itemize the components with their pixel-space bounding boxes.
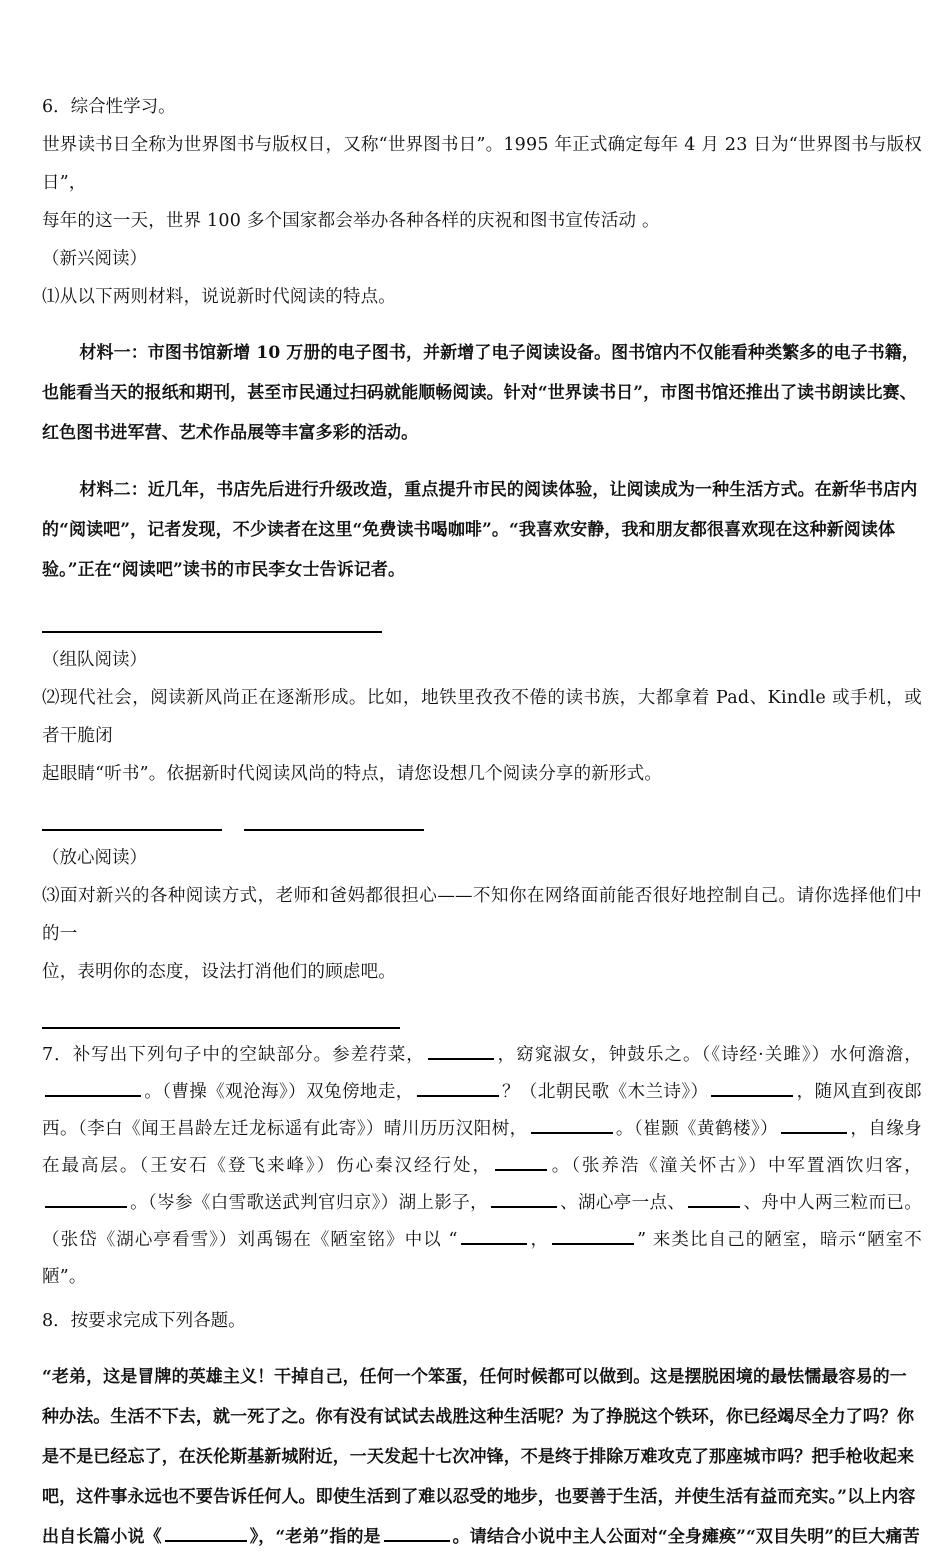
q6-section-2-label: （组队阅读） bbox=[42, 650, 147, 670]
q7-text-7: 。（崔颢《黄鹤楼》） bbox=[615, 1119, 779, 1139]
q6-section-2-prompt-line-1: ⑵现代社会，阅读新风尚正在逐渐形成。比如，地铁里孜孜不倦的读书族，大都拿着 Pad、Kindle 或手机，或者干脆闭 bbox=[42, 688, 922, 746]
q7-text-8: ，自缘身在最高层。（王 bbox=[42, 1119, 923, 1176]
q7-text-17: ” 来类比自己的陋室，暗示“陋室不陋”。 bbox=[42, 1230, 923, 1287]
q7-blank-11[interactable] bbox=[461, 1226, 527, 1245]
question-7-body bbox=[42, 1037, 922, 1296]
answer-rule[interactable] bbox=[244, 829, 424, 831]
q7-blank-9[interactable] bbox=[491, 1189, 557, 1208]
q7-blank-5[interactable] bbox=[531, 1115, 613, 1134]
q6-answer-area-3[interactable] bbox=[42, 1003, 922, 1029]
answer-rule[interactable] bbox=[42, 829, 222, 831]
q8-excerpt bbox=[42, 1357, 922, 1557]
q8-blank-novel-title[interactable] bbox=[165, 1524, 247, 1542]
page-content bbox=[42, 88, 922, 1557]
answer-rule[interactable] bbox=[42, 1027, 400, 1029]
q7-text-12: 武判官归京》）湖上影子， bbox=[282, 1193, 488, 1213]
q6-section-3-prompt-line-1: ⑶面对新兴的各种阅读方式，老师和爸妈都很担心——不知你在网络面前能否很好地控制自己。请你选择他们中的一 bbox=[42, 886, 922, 944]
q7-blank-12[interactable] bbox=[552, 1226, 634, 1245]
q7-blank-3[interactable] bbox=[417, 1078, 499, 1097]
q7-text-9: 安石《登飞来峰》）伤心秦汉经行处， bbox=[169, 1156, 492, 1176]
q7-blank-1[interactable] bbox=[428, 1041, 494, 1060]
q6-section-3-label: （放心阅读） bbox=[42, 848, 147, 868]
q7-text-10: 。（张养浩《潼关怀古》）中军置酒饮归客， bbox=[549, 1156, 922, 1176]
q7-text-2: ，窈窕淑女，钟鼓乐之。（《诗经·关雎》）水何澹澹， bbox=[496, 1045, 922, 1065]
q8-excerpt-text: “老弟，这是冒牌的英雄主义！干掉自己，任何一个笨蛋，任何时候都可以做到。这是摆脱困境的最怯懦最容易的一种办法。生活不下去，就一死了之。你有没有试试去战胜这种生活呢？为了挣脱这个铁环，你已经竭尽全力了吗？你是不是已经忘了，在沃伦斯基新城附近，一天发起十七次冲锋，不是终于排除万难攻克了那座城市吗？把手枪收起来吧，这件事永远也不要告诉任何人。即使生活到了难以忍受的地步，也要善于生活，并使生活有益而充实。” bbox=[42, 1367, 915, 1507]
q8-tail-b: 》，“老弟”指的是 bbox=[249, 1527, 381, 1547]
q7-text-4: ？（北朝民歌《木兰诗》） bbox=[501, 1082, 709, 1102]
question-6-heading: 6．综合性学习。 bbox=[42, 97, 176, 117]
q6-section-1-prompt: ⑴从以下两则材料，说说新时代阅读的特点。 bbox=[42, 287, 396, 307]
q7-text-1: 7．补写出下列句子中的空缺部分。参差荇菜， bbox=[42, 1045, 425, 1065]
q8-blank-character[interactable] bbox=[384, 1524, 450, 1542]
q6-section-2-prompt-line-2: 起眼睛“听书”。依据新时代阅读风尚的特点，请您设想几个阅读分享的新形式。 bbox=[42, 764, 663, 784]
q8-tail-a: 以上内容出自长篇小说《 bbox=[42, 1487, 916, 1547]
q7-text-5: ，随风直到夜郎西。（李白 bbox=[42, 1082, 922, 1139]
q6-material-one: 材料一：市图书馆新增 10 万册的电子图书，并新增了电子阅读设备。图书馆内不仅能看种类繁多的电子书籍，也能看当天的报纸和期刊，甚至市民通过扫码就能顺畅阅读。针对“世界读书日”，市图书馆还推出了读书朗读比赛、红色图书进军营、艺术作品展等丰富多彩的活动。 bbox=[42, 343, 919, 443]
q6-material-two: 材料二：近几年，书店先后进行升级改造，重点提升市民的阅读体验，让阅读成为一种生活方式。在新华书店内的“阅读吧”，记者发现，不少读者在这里“免费读书喝咖啡”。“我喜欢安静，我和朋友都很喜欢现在这种新阅读体验。”正在“阅读吧”读书的市民李女士告诉记者。 bbox=[42, 480, 918, 580]
q7-text-13: 、湖心亭一点、 bbox=[560, 1193, 686, 1213]
q7-text-11: 。（岑参《白雪歌送 bbox=[130, 1193, 283, 1213]
q7-blank-6[interactable] bbox=[781, 1115, 847, 1134]
q7-blank-4[interactable] bbox=[711, 1078, 793, 1097]
answer-rule[interactable] bbox=[42, 631, 382, 633]
q7-text-3: 。（曹操《观沧海》）双兔傍地走， bbox=[144, 1082, 414, 1102]
q6-section-3-prompt-line-2: 位，表明你的态度，设法打消他们的顾虑吧。 bbox=[42, 962, 396, 982]
q7-blank-8[interactable] bbox=[45, 1189, 127, 1208]
q7-text-16: ， bbox=[529, 1230, 550, 1250]
q7-blank-2[interactable] bbox=[45, 1078, 141, 1097]
question-8-heading: 8．按要求完成下列各题。 bbox=[42, 1311, 246, 1331]
q6-section-1-label: （新兴阅读） bbox=[42, 249, 147, 269]
q7-blank-10[interactable] bbox=[688, 1189, 740, 1208]
q6-intro-line-1: 世界读书日全称为世界图书与版权日，又称“世界图书日”。1995 年正式确定每年 4 月 23 日为“世界图书与版权日”， bbox=[42, 135, 922, 193]
q6-answer-area-2[interactable] bbox=[42, 805, 922, 831]
q7-text-6: 《闻王昌龄左迁龙标遥有此寄》）晴川历历汉阳树， bbox=[123, 1119, 528, 1139]
q7-text-14: 、舟中人两三粒而已。（张岱《湖心亭看雪》）刘禹锡在《陋室铭》 bbox=[42, 1193, 922, 1250]
q7-blank-7[interactable] bbox=[495, 1152, 547, 1171]
q7-text-15: 中以 “ bbox=[404, 1230, 458, 1250]
q6-intro-line-2: 每年的这一天，世界 100 多个国家都会举办各种各样的庆祝和图书宣传活动 。 bbox=[42, 211, 660, 231]
q8-tail-c: 。请结合小说中主人公面对“全身瘫痪”“双目失明”的巨大痛苦 bbox=[452, 1527, 920, 1547]
q6-answer-area-1[interactable] bbox=[42, 607, 922, 633]
